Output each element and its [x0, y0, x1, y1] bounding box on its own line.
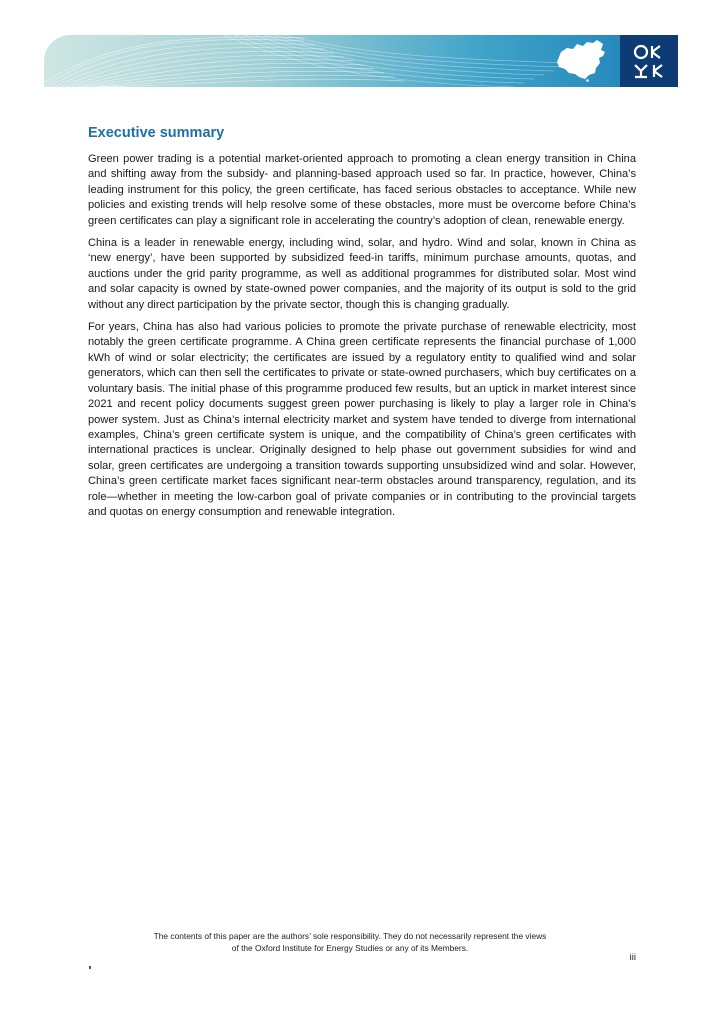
oies-logo — [620, 35, 678, 87]
disclaimer — [100, 931, 600, 954]
executive-summary-body — [88, 152, 636, 527]
footnote-mark — [89, 966, 91, 969]
page-number: iii — [629, 952, 636, 963]
paragraph: Green power trading is a potential market-oriented approach to promoting a clean energy transition in China and shifting away from the subsidy- and planning-based approach used so far. In practice, however, China’s leading instrument for this policy, the green certificate, has faced serious obstacles to acceptance. While new policies and existing trends will help resolve some of these obstacles, more must be overcome before China’s green certificates can play a significant role in accelerating the country’s adoption of clean, renewable energy. — [88, 153, 636, 227]
oies-logo-icon — [620, 35, 678, 87]
china-map-icon — [553, 38, 609, 82]
disclaimer-line: of the Oxford Institute for Energy Studies or any of its Members. — [231, 942, 469, 953]
disclaimer-line: The contents of this paper are the authors’ sole responsibility. They do not necessarily represent the views — [153, 931, 547, 941]
paragraph: For years, China has also had various policies to promote the private purchase of renewable electricity, most notably the green certificate programme. A China green certificate represents the financial purchase of 1,000 kWh of wind or solar electricity; the certificates are issued by a regulatory entity to qualified wind and solar generators, which can then sell the certificates to private or state-owned purchasers, which buy certificates on a voluntary basis. The initial phase of this programme produced few results, but an uptick in market interest since 2021 and recent policy documents suggest green power purchasing is likely to play a larger role in China’s power system. Just as China’s internal electricity market and system have tended to diverge from international examples, China’s green certificate system is unique, and the compatibility of China’s green certificates with international practices is unclear. Originally designed to help phase out government subsidies for wind and solar, green certificates are undergoing a transition towards supporting unsubsidized wind and solar. However, China’s green certificate market faces significant near-term obstacles around transparency, regulation, and its role—whether in meeting the low-carbon goal of private companies or in contributing to the provincial targets and quotas on energy consumption and renewable integration. — [88, 321, 636, 518]
page-title: Executive summary — [88, 125, 225, 141]
paragraph: China is a leader in renewable energy, including wind, solar, and hydro. Wind and solar, known in China as ‘new energy’, have been supported by subsidized feed-in tariffs, minimum purchase amounts, quotas, and auctions under the grid parity programme, as well as additional programmes for distributed solar. Most wind and solar capacity is owned by state-owned power companies, and the majority of its output is sold to the grid without any direct participation by the private sector, though this is changing gradually. — [88, 237, 636, 311]
